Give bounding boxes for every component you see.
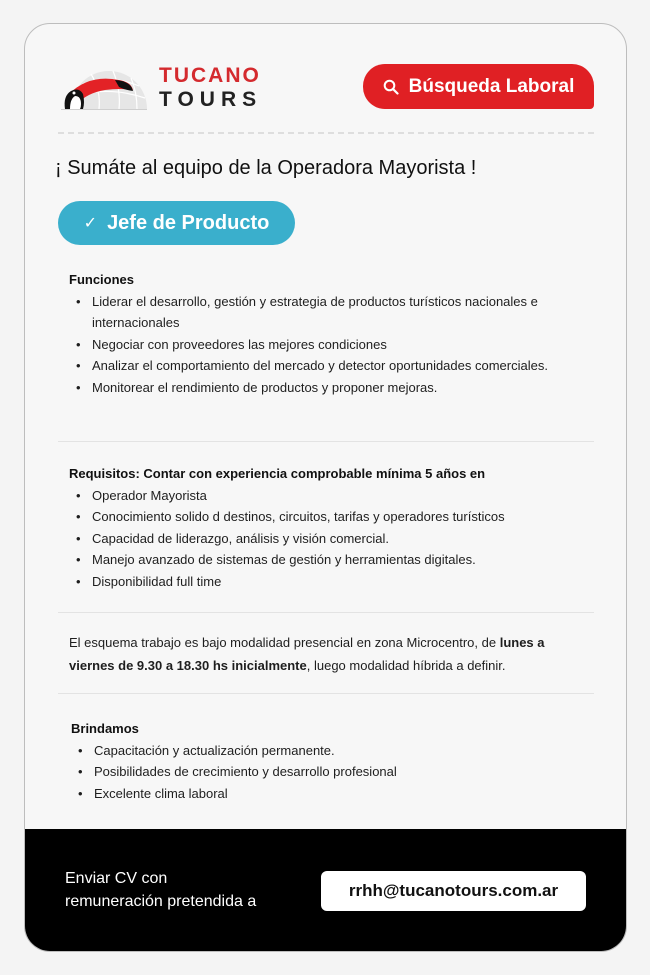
footer-line2: remuneración pretendida a <box>65 893 257 910</box>
section-divider <box>58 693 594 694</box>
schedule-text-part2: , luego modalidad híbrida a definir. <box>306 658 506 673</box>
section-divider <box>58 441 594 442</box>
list-item: • Excelente clima laboral <box>71 783 591 805</box>
list-item: • Conocimiento solido d destinos, circuitos, tarifas y operadores turísticos <box>69 506 589 528</box>
schedule-text-part1: El esquema trabajo es bajo modalidad presencial en zona Microcentro, de <box>69 635 500 650</box>
brand-logo <box>61 60 262 110</box>
list-item: • Disponibilidad full time <box>69 571 589 593</box>
toucan-globe-logo-icon <box>61 60 147 110</box>
list-item: • Analizar el comportamiento del mercado y detector oportunidades comerciales. <box>69 355 589 377</box>
work-schedule-text <box>69 631 589 677</box>
section-divider <box>58 612 594 613</box>
list-item: • Liderar el desarrollo, gestión y estrategia de productos turísticos nacionales e internacionales <box>69 291 589 334</box>
role-label: Jefe de Producto <box>107 211 270 234</box>
job-posting-card <box>24 23 627 952</box>
requisitos-section <box>69 463 589 592</box>
list-item: • Manejo avanzado de sistemas de gestión y herramientas digitales. <box>69 549 589 571</box>
list-item: • Monitorear el rendimiento de productos y proponer mejoras. <box>69 377 589 399</box>
footer-line1: Enviar CV con <box>65 870 168 887</box>
brindamos-section <box>71 718 591 804</box>
list-item: • Capacidad de liderazgo, análisis y visión comercial. <box>69 528 589 550</box>
requisitos-title: Requisitos: Contar con experiencia comprobable mínima 5 años en <box>69 466 486 481</box>
header <box>25 24 626 134</box>
requisitos-list <box>69 485 589 593</box>
brand-name-line1: TUCANO <box>159 64 261 87</box>
check-icon: ✓ <box>83 215 98 232</box>
list-item: • Posibilidades de crecimiento y desarrollo profesional <box>71 761 591 783</box>
email-link[interactable]: rrhh@tucanotours.com.ar <box>321 871 586 911</box>
schedule-text-bold: lunes a viernes de 9.30 a 18.30 hs inicialmente <box>69 635 545 673</box>
role-badge <box>58 201 295 245</box>
funciones-section <box>69 269 589 398</box>
brindamos-list <box>71 740 591 805</box>
page-title: ¡ Sumáte al equipo de la Operadora Mayorista ! <box>55 157 477 179</box>
brindamos-title: Brindamos <box>71 721 139 736</box>
search-icon <box>383 79 399 95</box>
funciones-title: Funciones <box>69 272 135 287</box>
funciones-list <box>69 291 589 399</box>
job-search-label: Búsqueda Laboral <box>408 75 575 97</box>
brand-name <box>159 65 262 110</box>
job-search-button[interactable] <box>363 64 594 109</box>
dashed-divider <box>58 132 594 134</box>
footer-instructions <box>65 867 256 913</box>
brand-name-line2: TOURS <box>159 88 263 111</box>
list-item: • Negociar con proveedores las mejores condiciones <box>69 334 589 356</box>
list-item: • Capacitación y actualización permanente. <box>71 740 591 762</box>
footer-contact <box>25 829 626 952</box>
list-item: • Operador Mayorista <box>69 485 589 507</box>
